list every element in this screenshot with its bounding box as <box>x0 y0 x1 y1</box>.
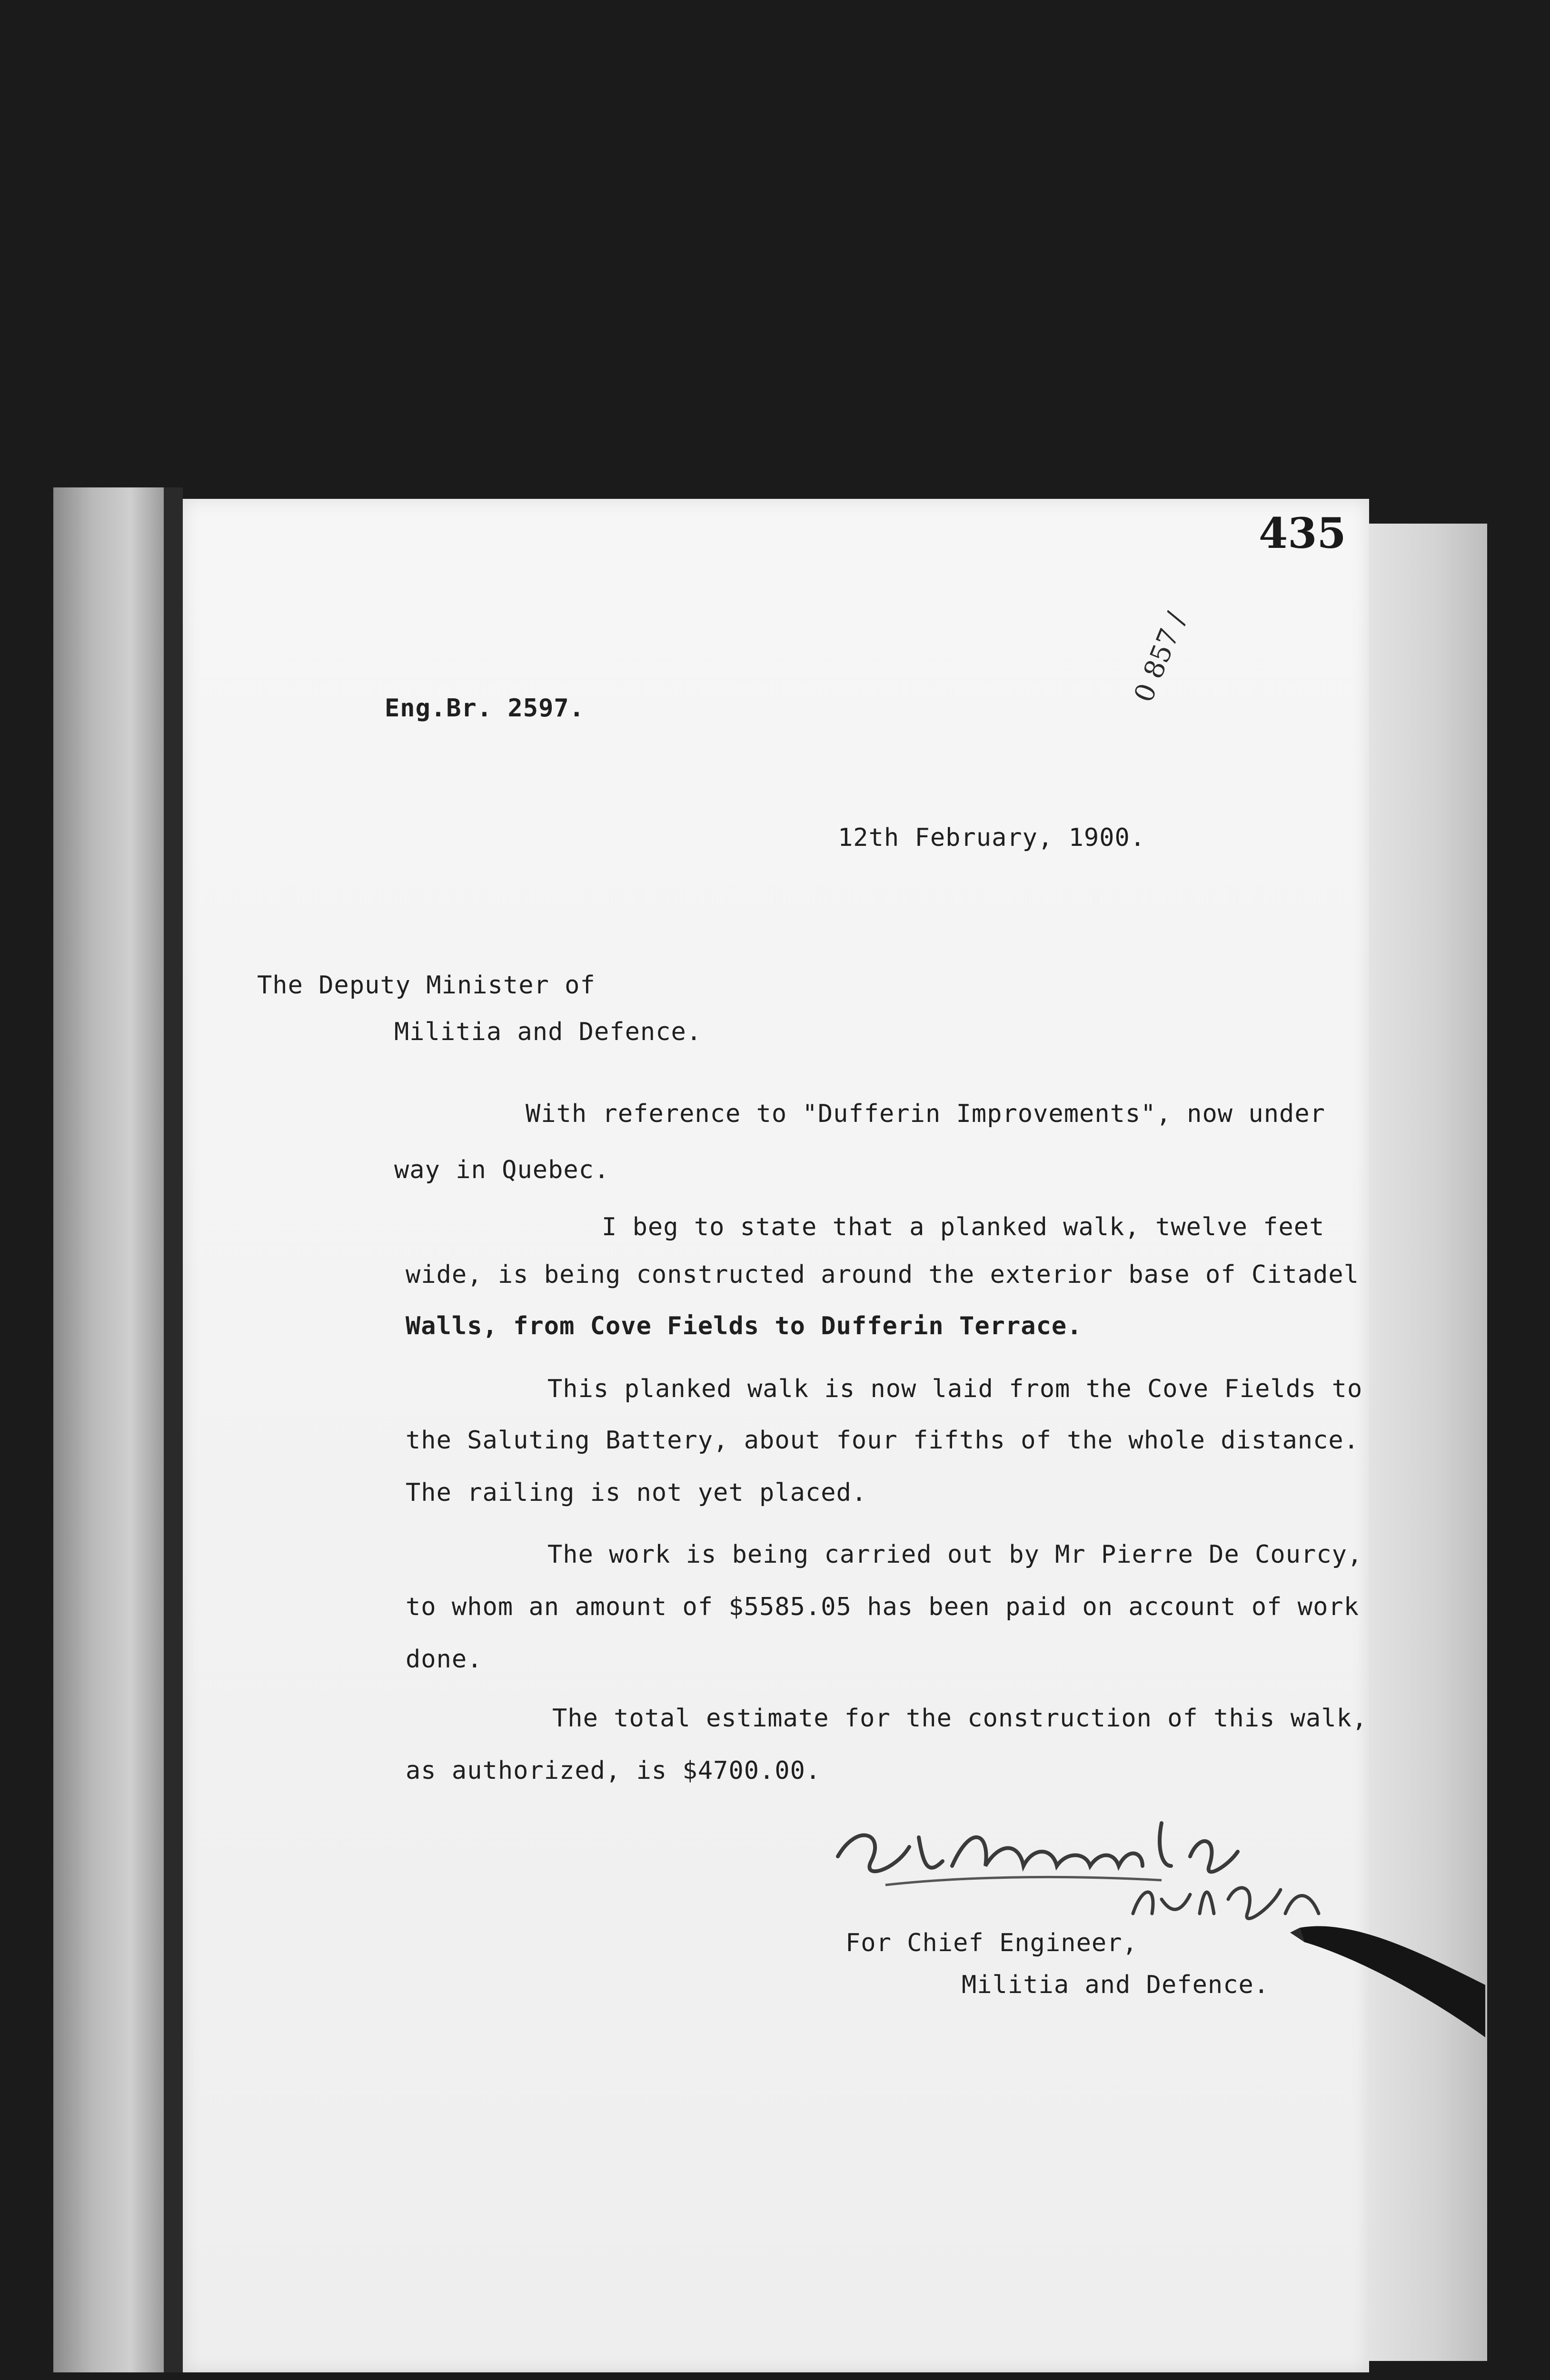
adjacent-page-edge-left <box>53 487 164 2372</box>
body-line: The total estimate for the construction of this walk, <box>552 1704 1368 1733</box>
letter-date: 12th February, 1900. <box>838 823 1146 852</box>
page-gutter <box>164 487 183 2372</box>
body-line: to whom an amount of $5585.05 has been paid on account of work <box>406 1593 1360 1621</box>
adjacent-page-edge-right <box>1361 524 1487 2361</box>
body-line: done. <box>406 1645 483 1674</box>
body-line: Walls, from Cove Fields to Dufferin Terrace. <box>406 1312 1083 1340</box>
handwritten-signature <box>828 1804 1342 1928</box>
addressee-line-2: Militia and Defence. <box>394 1018 702 1046</box>
body-line: the Saluting Battery, about four fifths of the whole distance. <box>406 1426 1360 1455</box>
pencil-annotation: 0 857 / <box>1128 608 1192 707</box>
pen-pointer <box>1295 1899 1485 2042</box>
body-line: way in Quebec. <box>394 1156 610 1184</box>
addressee-line-1: The Deputy Minister of <box>257 971 596 1000</box>
reference-number: Eng.Br. 2597. <box>385 694 585 723</box>
body-line: The work is being carried out by Mr Pierre De Courcy, <box>547 1540 1363 1569</box>
body-line: I beg to state that a planked walk, twelve feet <box>602 1213 1325 1241</box>
body-line: wide, is being constructed around the exterior base of Citadel <box>406 1260 1360 1289</box>
body-line: With reference to "Dufferin Improvements", now under <box>526 1100 1325 1128</box>
closing-line-2: Militia and Defence. <box>962 1971 1270 1999</box>
body-line: as authorized, is $4700.00. <box>406 1756 821 1785</box>
body-line: This planked walk is now laid from the Cove Fields to <box>547 1375 1363 1403</box>
folio-number: 435 <box>1259 508 1346 558</box>
body-line: The railing is not yet placed. <box>406 1478 867 1507</box>
closing-line-1: For Chief Engineer, <box>845 1929 1138 1957</box>
